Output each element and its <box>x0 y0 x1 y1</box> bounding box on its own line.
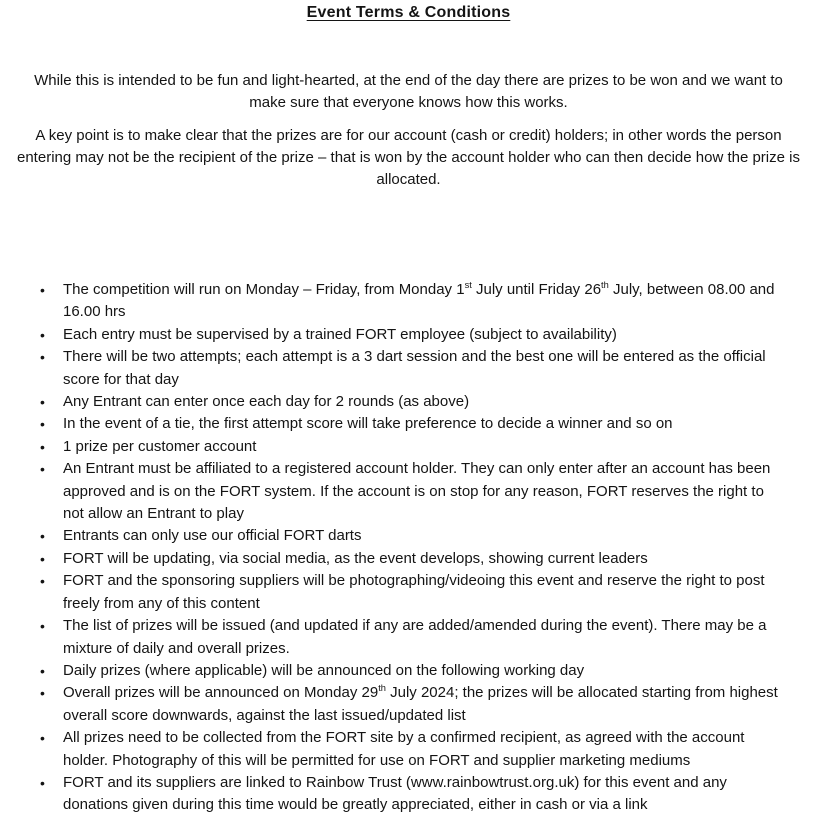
list-item-text: The list of prizes will be issued (and updated if any are added/amended during the event). There may be a mixture of daily and overall prizes. <box>63 617 767 657</box>
list-item <box>63 458 787 525</box>
list-item-text: The competition will run on Monday – Friday, from Monday 1 <box>63 281 465 298</box>
intro-paragraph-1: While this is intended to be fun and light-hearted, at the end of the day there are prizes to be won and we want to make sure that everyone knows how this works. <box>34 72 783 111</box>
list-item-text: All prizes need to be collected from the FORT site by a confirmed recipient, as agreed with the account holder. Photography of this will be permitted for use on FORT and supplier marketing mediums <box>63 729 745 769</box>
list-item <box>63 346 787 391</box>
list-item-text: FORT and the sponsoring suppliers will be photographing/videoing this event and reserve the right to post freely from any of this content <box>63 572 765 612</box>
list-item <box>63 660 787 682</box>
list-item-text: Daily prizes (where applicable) will be announced on the following working day <box>63 661 585 679</box>
list-item-text: July, between 08.00 and 16.00 hrs <box>63 281 775 321</box>
intro-paragraph-2: A key point is to make clear that the prizes are for our account (cash or credit) holders; in other words the person entering may not be the recipient of the prize – that is won by the account holder who can then decide how the prize is allocated. <box>17 127 800 188</box>
list-item-text: Each entry must be supervised by a trained FORT employee (subject to availability) <box>63 325 617 343</box>
list-item <box>63 772 787 817</box>
superscript-text: st <box>464 280 472 290</box>
list-item <box>63 324 787 346</box>
list-item <box>63 436 787 458</box>
list-item-text: 1 prize per customer account <box>63 437 257 455</box>
list-item <box>63 525 787 547</box>
list-item <box>63 727 787 772</box>
list-item-text: An Entrant must be affiliated to a registered account holder. They can only enter after an account has been approved and is on the FORT system. If the account is on stop for any reason, FORT reserves the right to not allow an Entrant to play <box>63 460 771 523</box>
list-item <box>63 413 787 435</box>
list-item-text: Any Entrant can enter once each day for 2 rounds (as above) <box>63 393 470 411</box>
superscript-text: th <box>601 280 609 290</box>
list-item-text: In the event of a tie, the first attempt score will take preference to decide a winner and so on <box>63 415 673 433</box>
list-item <box>63 391 787 413</box>
list-item-text: July until Friday 26 <box>471 281 602 298</box>
list-item <box>63 279 787 324</box>
list-item <box>63 682 787 727</box>
page-title: Event Terms & Conditions <box>306 4 511 21</box>
list-item-text: FORT and its suppliers are linked to Rainbow Trust (www.rainbowtrust.org.uk) for this event and any donations given during this time would be greatly appreciated, either in cash or via a link <box>63 773 727 814</box>
terms-list <box>0 279 817 817</box>
list-item-text: There will be two attempts; each attempt is a 3 dart session and the best one will be entered as the official score for that day <box>63 348 766 388</box>
list-item <box>63 615 787 660</box>
list-item <box>63 548 787 570</box>
list-item-text: Overall prizes will be announced on Monday 29 <box>63 684 379 702</box>
superscript-text: th <box>378 683 386 694</box>
list-item-text: July 2024; the prizes will be allocated starting from highest overall score downwards, against the last issued/updated list <box>63 684 778 724</box>
list-item <box>63 570 787 615</box>
list-item-text: Entrants can only use our official FORT darts <box>63 527 362 545</box>
list-item-text: FORT will be updating, via social media, as the event develops, showing current leaders <box>63 549 648 567</box>
